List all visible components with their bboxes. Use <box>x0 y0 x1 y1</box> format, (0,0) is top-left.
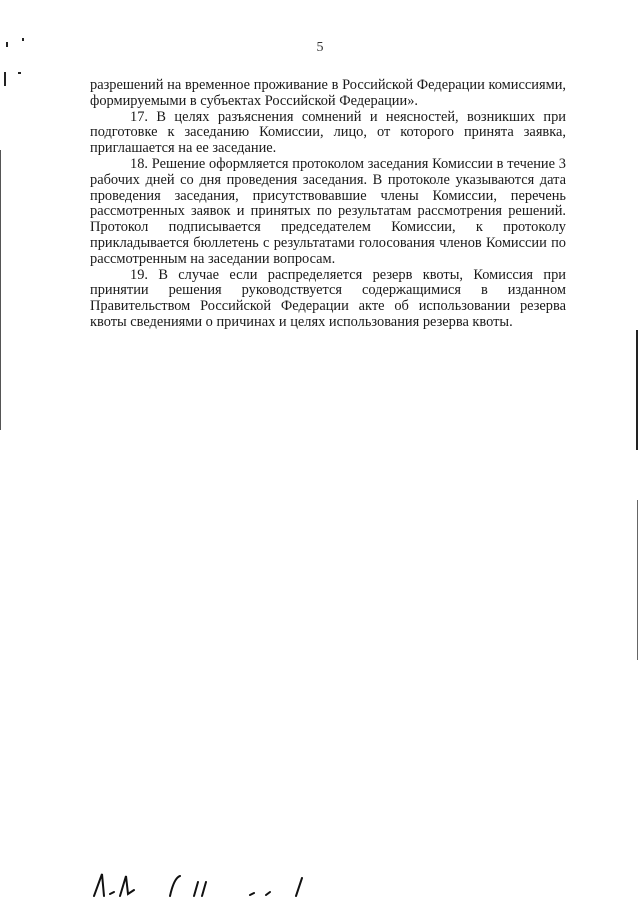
scan-edge-line <box>636 330 638 450</box>
document-body <box>90 78 566 331</box>
scan-speck <box>18 72 21 74</box>
paragraph-17: 17. В целях разъяснения сомнений и неясностей, возникших при подготовке к заседанию Комиссии, лицо, от которого принята заявка, приглашается на ее заседание. <box>90 108 566 157</box>
scan-edge-line <box>0 150 1 430</box>
scan-edge-line <box>637 500 638 660</box>
scan-speck <box>6 42 8 47</box>
paragraph-18: 18. Решение оформляется протоколом заседания Комиссии в течение 3 рабочих дней со дня проведения заседания. В протоколе указываются дата проведения заседания, присутствовавшие члены Комиссии, перечень рассмотренных заявок и принятых по результатам рассмотрения решений. Протокол подписывается председателем Комиссии, к протоколу прикладывается бюллетень с результатами голосования членов Комиссии по рассмотренным на заседании вопросам. <box>90 155 566 267</box>
page-number: 5 <box>316 40 324 55</box>
scan-speck <box>4 72 6 86</box>
signature-scrawl <box>90 868 330 898</box>
scan-speck <box>22 38 24 41</box>
paragraph-19: 19. В случае если распределяется резерв квоты, Комиссия при принятии решения руководствуется содержащимися в изданном Правительством Российской Федерации акте об использовании резерва квоты сведениями о причинах и целях использования резерва квоты. <box>90 266 566 330</box>
paragraph-continuation: разрешений на временное проживание в Российской Федерации комиссиями, формируемыми в субъектах Российской Федерации». <box>90 77 566 109</box>
